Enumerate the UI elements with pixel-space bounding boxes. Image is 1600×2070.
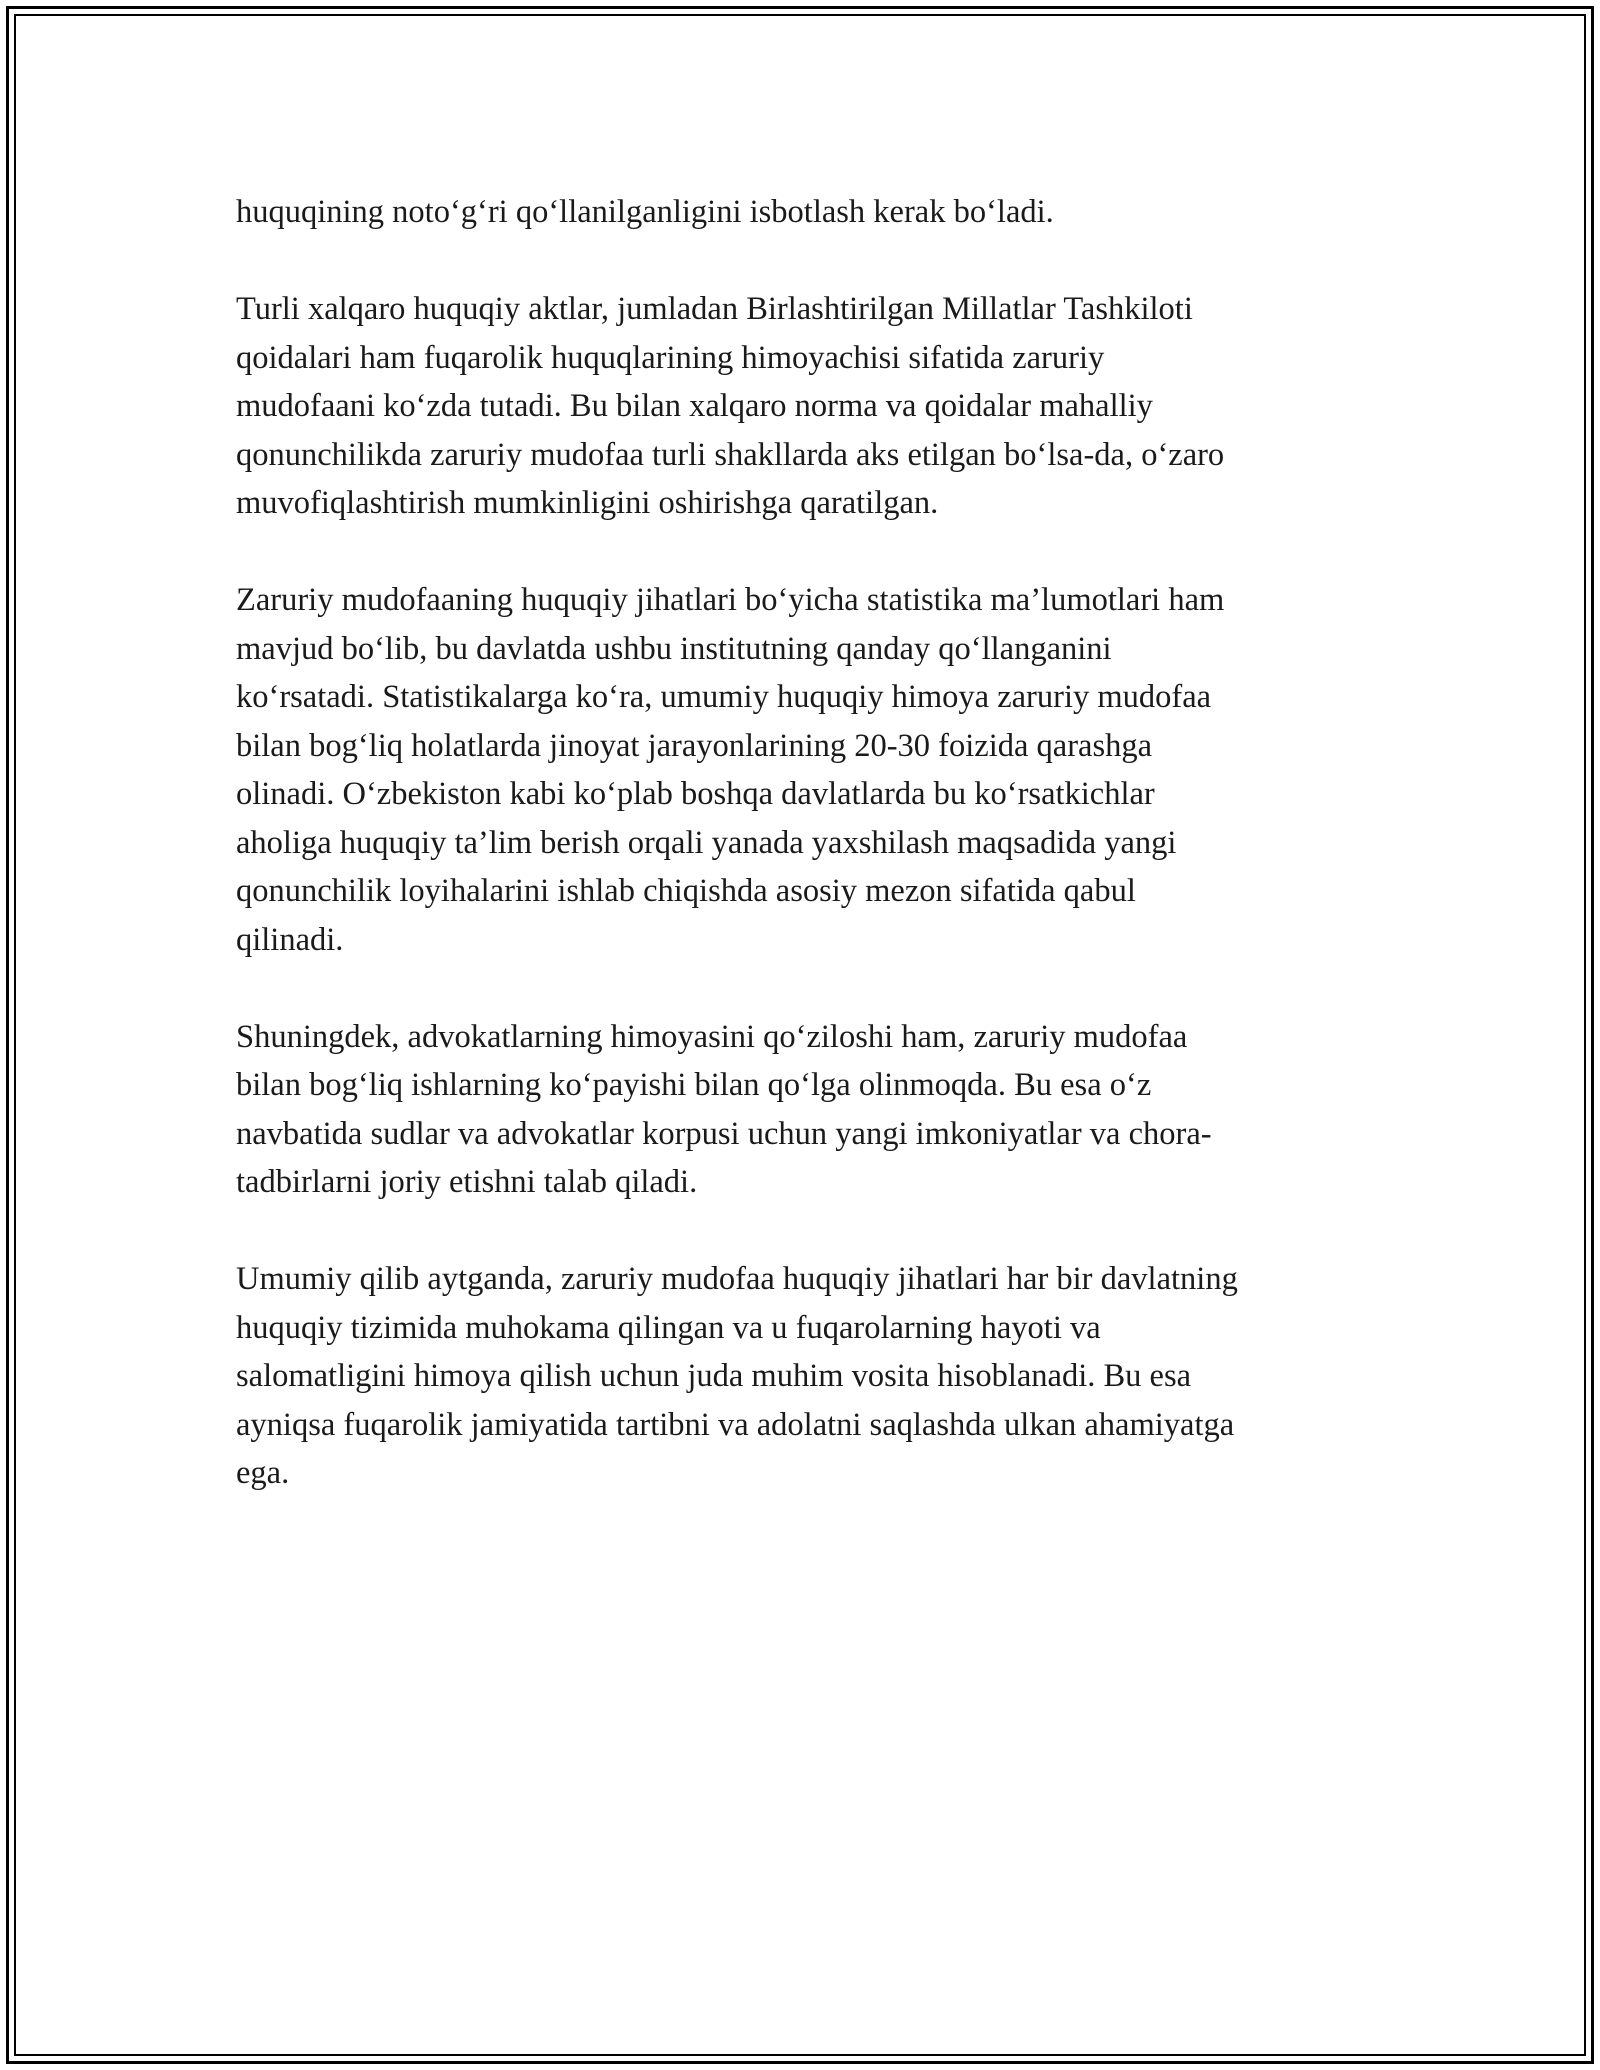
text-line: Umumiy qilib aytganda, zaruriy mudofaa huquqiy jihatlari har bir davlatning [236,1261,1238,1297]
text-line: mudofaani ko‘zda tutadi. Bu bilan xalqaro norma va qoidalar mahalliy [236,388,1153,424]
text-line: huquqiy tizimida muhokama qilingan va u fuqarolarning hayoti va [236,1309,1101,1346]
text-line: Shuningdek, advokatlarning himoyasini qo‘ziloshi ham, zaruriy mudofaa [236,1018,1188,1055]
text-line: aholiga huquqiy ta’lim berish orqali yanada yaxshilash maqsadida yangi [236,824,1177,861]
paragraph-1 [236,188,1376,237]
paragraph-3 [236,576,1376,964]
text-line: qoidalari ham fuqarolik huquqlarining himoyachisi sifatida zaruriy [236,339,1105,376]
text-line: navbatida sudlar va advokatlar korpusi uchun yangi imkoniyatlar va chora- [236,1115,1212,1152]
paragraph-4 [236,1013,1376,1207]
text-line: huquqining noto‘g‘ri qo‘llanilganligini isbotlash kerak bo‘ladi. [236,194,1054,230]
text-line: Zaruriy mudofaaning huquqiy jihatlari bo‘yicha statistika ma’lumotlari ham [236,582,1225,618]
text-line: bilan bog‘liq holatlarda jinoyat jarayonlarining 20-30 foizida qarashga [236,727,1153,764]
text-line: qonunchilikda zaruriy mudofaa turli shakllarda aks etilgan bo‘lsa-da, o‘zaro [236,436,1225,473]
text-line: qonunchilik loyihalarini ishlab chiqishda asosiy mezon sifatida qabul [236,873,1136,909]
text-line: Turli xalqaro huquqiy aktlar, jumladan Birlashtirilgan Millatlar Tashkiloti [236,291,1193,327]
text-line: muvofiqlashtirish mumkinligini oshirishga qaratilgan. [236,485,939,521]
paragraph-5 [236,1255,1376,1498]
text-line: ayniqsa fuqarolik jamiyatida tartibni va adolatni saqlashda ulkan ahamiyatga [236,1406,1235,1443]
text-line: mavjud bo‘lib, bu davlatda ushbu institutning qanday qo‘llanganini [236,630,1112,667]
text-line: ko‘rsatadi. Statistikalarga ko‘ra, umumiy huquqiy himoya zaruriy mudofaa [236,679,1212,715]
text-line: qilinadi. [236,921,344,958]
text-line: bilan bog‘liq ishlarning ko‘payishi bilan qo‘lga olinmoqda. Bu esa o‘z [236,1067,1152,1103]
document-body [236,188,1376,1546]
text-line: tadbirlarni joriy etishni talab qiladi. [236,1164,698,1200]
text-line: salomatligini himoya qilish uchun juda muhim vosita hisoblanadi. Bu esa [236,1358,1192,1394]
text-line: ega. [236,1455,290,1491]
text-line: olinadi. O‘zbekiston kabi ko‘plab boshqa davlatlarda bu ko‘rsatkichlar [236,776,1155,812]
paragraph-2 [236,285,1376,528]
